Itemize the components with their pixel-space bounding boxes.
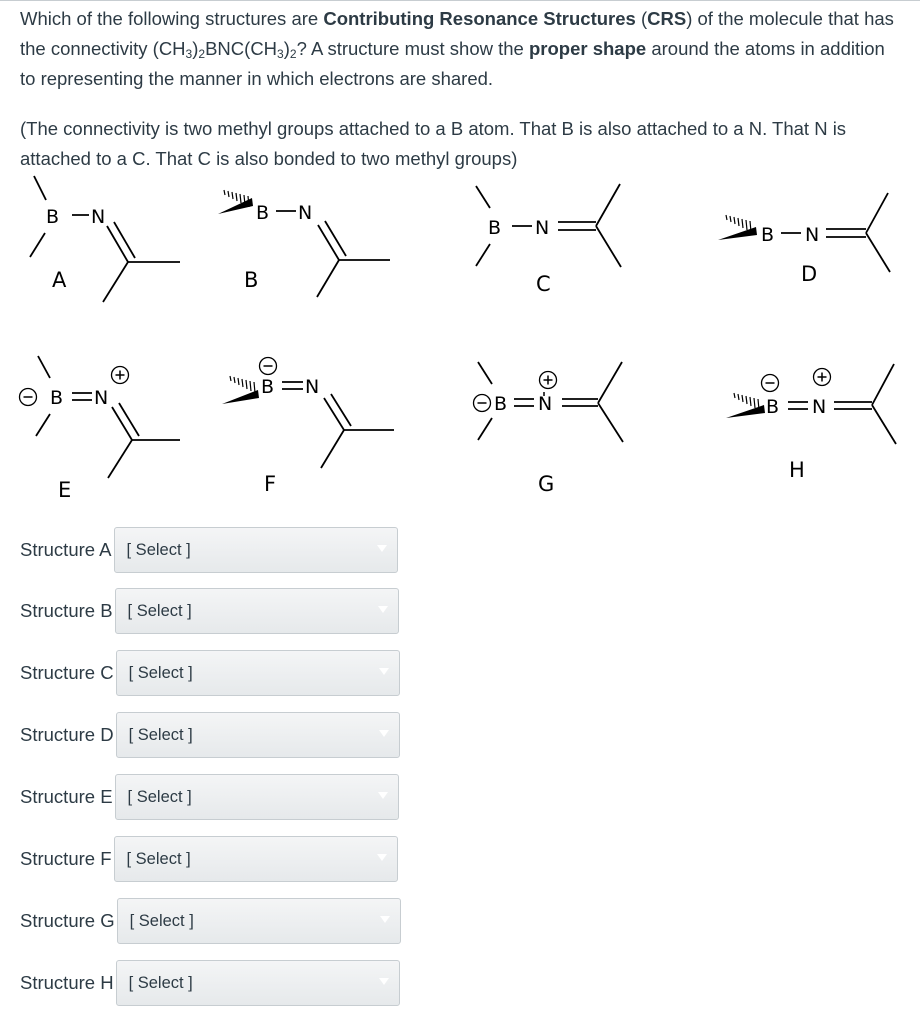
structure-e [36,356,180,478]
atom-b: B [766,396,780,418]
answer-row-g [20,897,401,945]
answer-label: Structure D [20,724,114,745]
structure-label: B [244,268,259,292]
structure-d-select[interactable]: [ Select ] [116,712,400,758]
answer-label: Structure A [20,539,112,560]
answer-row-a [20,526,398,574]
structure-g-select[interactable]: [ Select ] [117,898,401,944]
answer-row-e [20,773,399,821]
structure-c-select[interactable]: [ Select ] [116,650,400,696]
dropdown-arrow-icon [377,545,387,552]
answer-row-h [20,959,400,1007]
atom-b: B [50,387,64,409]
top-divider [0,0,920,1]
structure-label: H [789,458,805,482]
structure-h-select[interactable]: [ Select ] [116,960,400,1006]
dropdown-arrow-icon [379,978,389,985]
structure-e-select[interactable]: [ Select ] [115,774,399,820]
atom-b: B [256,202,270,224]
atom-n: N [91,206,106,228]
atom-n: N [812,396,827,418]
structure-f-select[interactable]: [ Select ] [114,836,398,882]
answer-label: Structure F [20,848,112,869]
atom-b: B [261,376,275,398]
atom-b: B [761,224,775,246]
structure-label: E [58,478,72,498]
answer-label: Structure E [20,786,113,807]
question-paragraph-1: Which of the following structures are Contributing Resonance Structures (CRS) of the molecule that has the connectivity $(CH_3)_2BNC(CH_3)_2$? A structure must show the proper shape around the atoms in addition to representing the manner in which electrons are shared. [20,8,894,89]
question-paragraph-2: (The connectivity is two methyl groups attached to a B atom. That B is also attached to a N. That N is attached to a C. That C is also bonded to two methyl groups) [20,118,847,169]
structure-label: G [538,472,555,496]
answer-label: Structure G [20,910,115,931]
structure-a-select[interactable]: [ Select ] [114,527,398,573]
atom-n: N [298,202,313,224]
answer-label: Structure H [20,972,114,993]
negative-charge-icon [762,375,779,392]
answer-row-b [20,587,399,635]
atom-n: N [305,376,320,398]
atom-b: B [46,206,60,228]
negative-charge-icon [474,395,491,412]
atom-b: B [494,393,508,415]
dropdown-arrow-icon [379,730,389,737]
question-text [20,4,900,174]
positive-charge-icon [814,369,831,386]
structure-label: F [264,472,277,496]
atom-b: B [488,217,502,239]
atom-n: N [538,393,553,415]
answer-row-d [20,711,400,759]
dropdown-arrow-icon [377,854,387,861]
structures-figure [0,168,920,498]
dropdown-arrow-icon [378,792,388,799]
positive-charge-icon [540,372,557,389]
structure-label: C [536,272,551,296]
dropdown-arrow-icon [378,606,388,613]
structure-d [718,193,890,272]
dropdown-arrow-icon [379,668,389,675]
negative-charge-icon [260,358,277,375]
atom-n: N [94,387,109,409]
structure-h [726,364,896,444]
positive-charge-icon [112,367,129,384]
structure-label: A [52,268,67,292]
atom-n: N [805,224,820,246]
answer-row-c [20,649,400,697]
structure-label: D [801,262,818,286]
structure-b-select[interactable]: [ Select ] [115,588,399,634]
dropdown-arrow-icon [380,916,390,923]
atom-n: N [535,217,550,239]
answer-row-f [20,835,398,883]
answer-label: Structure B [20,600,113,621]
answer-label: Structure C [20,662,114,683]
negative-charge-icon [20,389,37,406]
